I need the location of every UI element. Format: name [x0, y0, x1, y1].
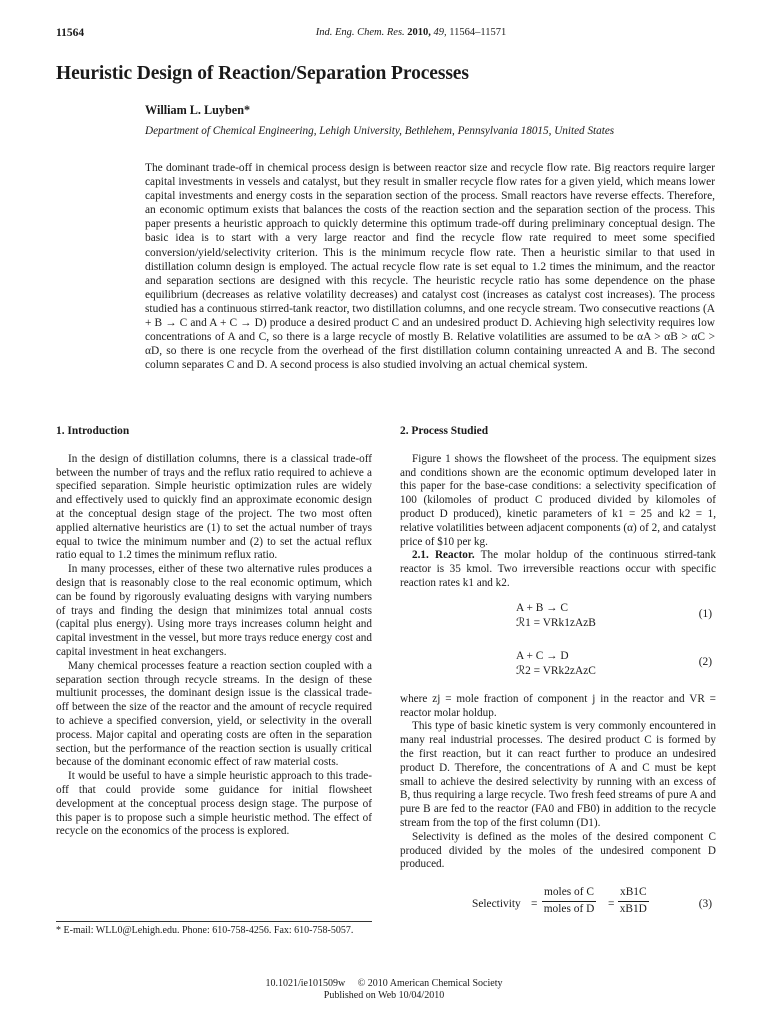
- journal-name: Ind. Eng. Chem. Res.: [315, 27, 405, 38]
- journal-volume: 49,: [433, 27, 447, 38]
- reactor-text: The molar holdup of the continuous stirred-tank reactor is 35 kmol. Two irreversible reactions occur with specific reaction rates k1 and k2.: [400, 549, 716, 589]
- eq1-rate: ℛ1 = VRk1zAzB: [516, 616, 596, 629]
- left-column: [56, 425, 372, 839]
- eq3-equals-sign: =: [531, 898, 538, 911]
- intro-paragraph: In the design of distillation columns, there is a classical trade-off between the number of trays and the reflux ratio required to achieve a specified separation. Simple heuristic optimization rules are widely and effectively used to quickly find an approximate economic design at the conceptual design stage of the project. The two most often applied alternative heuristics are (1) to set the actual number of trays equal to twice the minimum number and (2) to set the actual reflux ratio equal to 1.2 times the minimum reflux ratio.: [56, 452, 372, 562]
- eq3-fraction-2: [618, 886, 649, 917]
- journal-year: 2010,: [407, 27, 431, 38]
- doi: 10.1021/ie101509w: [265, 978, 346, 989]
- intro-heading: 1. Introduction: [56, 425, 130, 437]
- eq3-numerator-2: xB1C: [618, 886, 649, 902]
- eq2-rate: ℛ2 = VRk2zAzC: [516, 664, 596, 677]
- selectivity-paragraph: Selectivity is defined as the moles of the desired component C produced divided by the moles of the undesired component D produced.: [400, 830, 716, 871]
- eq2-reaction: A + C → D: [516, 649, 569, 662]
- paper-title: Heuristic Design of Reaction/Separation Processes: [56, 63, 469, 84]
- eq1-reaction: A + B → C: [516, 601, 568, 614]
- author-affiliation: Department of Chemical Engineering, Lehigh University, Bethlehem, Pennsylvania 18015, United States: [145, 125, 615, 137]
- equation-2: [400, 647, 716, 687]
- eq3-numerator: moles of C: [542, 886, 596, 902]
- kinetics-paragraph: This type of basic kinetic system is very commonly encountered in many real industrial processes. The desired product C is formed by the first reaction, but it can react further to produce an undesired product D. Therefore, the concentrations of A and C must be kept small to achieve the desired selectivity by running with an excess of B, thus requiring a large recycle. Two fresh feed streams of pure A and pure B are fed to the reactor (FA0 and FB0) in addition to the recycle stream from the top of the first column (D1).: [400, 720, 716, 829]
- intro-paragraph: Many chemical processes feature a reaction section coupled with a separation section through recycle streams. In the design of these multiunit processes, the dominant design issue is the classical trade-off between the size of the reactor and the amount of recycle required to achieve a specified conversion, yield, or selectivity in the overall process. Major capital and operating costs are often in the separation section, but the performance of the reaction section is usually critical because of the dominant economic effect of raw material costs.: [56, 659, 372, 769]
- eq3-number: (3): [698, 898, 712, 911]
- page-number: 11564: [56, 27, 85, 39]
- eq3-denominator: moles of D: [543, 902, 595, 915]
- process-heading: 2. Process Studied: [400, 425, 489, 437]
- intro-paragraph: In many processes, either of these two alternative rules produces a design that is reasonably close to the real economic optimum, which can be found by rigorously evaluating designs with varying numbers of trays and finding the design that minimizes total annual costs (capital plus energy). Using more trays increases column height and capital investment in the vessel, but more trays reduce energy cost and capital investment in heat exchangers.: [56, 563, 372, 658]
- equation-3: [400, 886, 716, 922]
- doi-line: [0, 978, 768, 989]
- journal-citation: [0, 27, 768, 38]
- published-date: Published on Web 10/04/2010: [323, 990, 445, 1001]
- author-name: William L. Luyben*: [145, 103, 251, 117]
- eq3-fraction: [542, 886, 596, 917]
- footnote-divider: [56, 921, 372, 922]
- process-paragraph: Figure 1 shows the flowsheet of the process. The equipment sizes and conditions shown are the economic optimum developed later in this paper for the base-case conditions: a selectivity specification of 100 (kilomoles of product C produced divided by kilomoles of product D produced), kinetic parameters of k1 = 25 and k2 = 1, relative volatilities between adjacent components (α) of 2, and catalyst price of $10 per kg.: [400, 452, 716, 548]
- reactor-paragraph: [400, 549, 716, 590]
- footnote-contact: * E-mail: WLL0@Lehigh.edu. Phone: 610-758-4256. Fax: 610-758-5057.: [56, 925, 354, 936]
- abstract: The dominant trade-off in chemical process design is between reactor size and recycle flow rate. Big reactors require larger capital investments in vessels and catalyst, but they result in smaller recycle flow rates for a given yield, which means lower capital investments and energy costs in the separation section of the process. Small reactors have reverse effects. Therefore, an economic optimum exists that balances the costs of the reaction section and the separation section of the process. This paper presents a heuristic approach to quickly determine this optimum trade-off during preliminary conceptual design. The basic idea is to start with a very large reactor and find the recycle flow rate required to meet some specified conversion/yield/selectivity criterion. This is the minimum recycle flow rate. Then a heuristic similar to that used in distillation column design is employed. The actual recycle flow rate is set equal to 1.2 times the minimum, and the reactor and separation sections are designed with this recycle. The heuristic recycle ratio has some dependence on the phase equilibrium (decreases as relative volatility decreases) and catalyst cost (increases as catalyst cost increases). The process studied has a continuous stirred-tank reactor, two distillation columns, and one recycle stream. Two consecutive reactions (A + B → C and A + C → D) produce a desired product C and an undesired product D. Achieving high selectivity requires low concentrations of A and C, so there is a large recycle of mostly B. Relative volatilities are assumed to be αA > αB > αC > αD, so there is one recycle from the overhead of the first distillation column containing unreacted A and B. The second column separates C and D. A second process is also studied involving an actual chemical system.: [145, 162, 715, 372]
- eq1-number: (1): [698, 607, 712, 620]
- eq3-denominator-2: xB1D: [619, 902, 647, 915]
- eq3-equals-sign: =: [608, 898, 615, 911]
- eq2-number: (2): [698, 655, 712, 668]
- where-clause: where zj = mole fraction of component j in the reactor and VR = reactor molar holdup.: [400, 692, 716, 719]
- journal-pages: 11564–11571: [449, 27, 507, 38]
- eq3-lhs: Selectivity: [472, 898, 521, 911]
- reactor-subheading: 2.1. Reactor.: [412, 549, 475, 562]
- copyright: © 2010 American Chemical Society: [357, 978, 503, 989]
- equation-1: [400, 599, 716, 639]
- right-column: [400, 425, 716, 922]
- intro-paragraph: It would be useful to have a simple heuristic approach to this trade-off that could provide some guidance for initial flowsheet development at the conceptual process design stage. The purpose of this paper is to propose such a simple heuristic method. The effect of recycle on the economics of the process is explored.: [56, 770, 372, 838]
